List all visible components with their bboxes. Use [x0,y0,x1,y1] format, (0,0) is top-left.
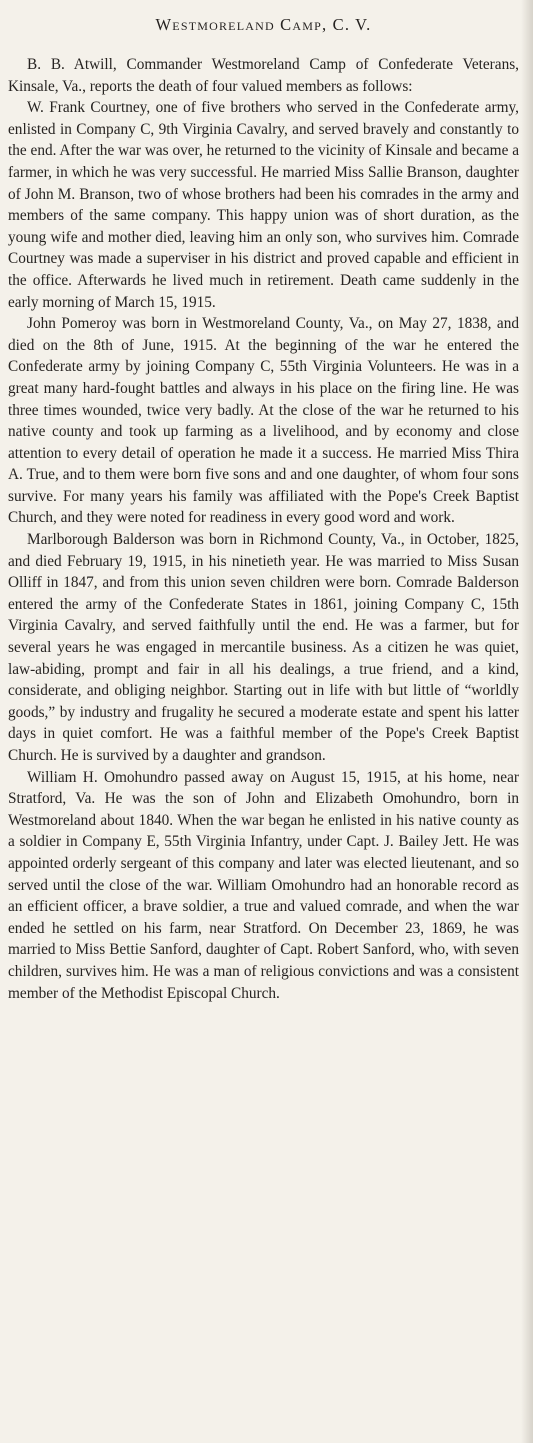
obituary-courtney: W. Frank Courtney, one of five brothers who served in the Confederate army, enlisted in Company C, 9th Virginia Cavalry, and served bravely and constantly to the end. After the war was over, he returned to the vicinity of Kinsale and became a farmer, in which he was very successful. He married Miss Sallie Branson, daughter of John M. Branson, two of whose brothers had been his comrades in the army and members of the same company. This happy union was of short duration, as the young wife and mother died, leaving him an only son, who survives him. Comrade Courtney was made a superviser in his district and proved capable and efficient in the office. Afterwards he lived much in retirement. Death came suddenly in the early morning of March 15, 1915. [8,99,519,311]
page-heading: Westmoreland Camp, C. V. [155,15,372,34]
page-gutter-shadow [521,0,533,1443]
obituary-pomeroy: John Pomeroy was born in Westmoreland County, Va., on May 27, 1838, and died on the 8th of June, 1915. At the beginning of the war he entered the Confederate army by joining Company C, 55th Virginia Volunteers. He was in a great many hard-fought battles and always in his place on the firing line. He was three times wounded, twice very badly. At the close of the war he returned to his native county and took up farming as a livelihood, and by economy and close attention to every detail of operation he made it a success. He married Miss Thira A. True, and to them were born five sons and and one daughter, of whom four sons survive. For many years his family was affiliated with the Pope's Creek Baptist Church, and they were noted for readiness in every good word and work. [8,315,519,527]
obituary-omohundro: William H. Omohundro passed away on August 15, 1915, at his home, near Stratford, Va. He was the son of John and Elizabeth Omohundro, born in Westmoreland about 1840. When the war began he enlisted in his native county as a soldier in Company E, 55th Virginia Infantry, under Capt. J. Bailey Jett. He was appointed orderly sergeant of this company and later was elected lieutenant, and so served until the close of the war. William Omohundro had an honorable record as an efficient officer, a brave soldier, a true and valued comrade, and when the war ended he settled on his farm, near Stratford. On December 23, 1869, he was married to Miss Bettie Sanford, daughter of Capt. Robert Sanford, who, with seven children, survives him. He was a man of religious convictions and was a consistent member of the Methodist Episcopal Church. [8,768,519,1002]
obituary-balderson: Marlborough Balderson was born in Richmond County, Va., in October, 1825, and died February 19, 1915, in his ninetieth year. He was married to Miss Susan Olliff in 1847, and from this union seven children were born. Comrade Balderson entered the army of the Confederate States in 1861, joining Company C, 15th Virginia Cavalry, and served faithfully until the end. He was a farmer, but for several years he was engaged in mercantile business. As a citizen he was quiet, law-abiding, prompt and fair in all his dealings, a true friend, and a kind, considerate, and obliging neighbor. Starting out in life with but little of “worldly goods,” by industry and frugality he secured a moderate estate and spent his latter days in quiet comfort. He was a faithful member of the Pope's Creek Baptist Church. He is survived by a daughter and grandson. [8,531,519,764]
article-body [8,54,519,1004]
intro-paragraph: B. B. Atwill, Commander Westmoreland Camp of Confederate Veterans, Kinsale, Va., reports the death of four valued members as follows: [8,56,519,95]
